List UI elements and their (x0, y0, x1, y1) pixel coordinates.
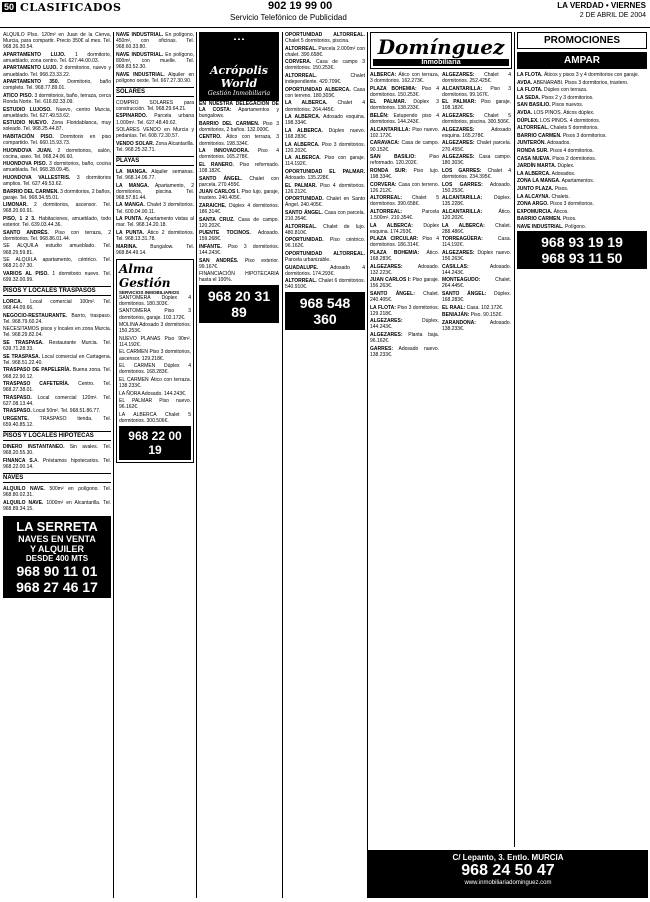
classified-ad: DÚPLEX. LOS PINOS. 4 dormitorios. (517, 117, 601, 124)
acropolis-phone: 968 20 31 89 (207, 288, 271, 321)
classified-ad: EL PALMAR Piso nuevo. 96.162€. (119, 398, 191, 411)
classified-ad: OPORTUNIDAD ALBERCA. Casa con terreno. 180.303€. (285, 86, 365, 99)
paper-name: LA VERDAD • VIERNES (557, 1, 646, 10)
classified-ad: HUONDOVA VALLESTRIS. 3 dormitorios amplios. Tel. 627.49.53.62. (3, 174, 111, 188)
classified-ad: NEGOCIO-RESTAURANTE. Barrio, traspaso. Tel. 968.79.60.24. (3, 312, 111, 325)
classified-ad: SANTO ANDRÉS. Piso con terraza, 2 dormitorios. Tel. 968.86.01.44. (3, 229, 111, 242)
classified-ad: LA PUNTA. Apartamento vistas al mar. Tel. 968.14.20.18. (116, 216, 194, 229)
section-heading-solares: SOLARES (116, 87, 194, 97)
column-divider (196, 32, 197, 898)
classified-ad: SANTA CRUZ. Casa de campo. 120.202€. (199, 216, 279, 229)
section-heading-naves: NAVES (3, 473, 111, 483)
classified-ad: MOLINA Adosado 3 dormitorios. 150.253€. (119, 322, 191, 335)
acropolis-header (199, 32, 279, 101)
classified-ad: ALTORREAL. Chalet 6 dormitorios. 540.910€. (285, 278, 365, 291)
dominguez-header (370, 32, 512, 69)
ad-phone: 968 27 46 17 (16, 579, 98, 595)
classified-ad: EL PALMAR. Dúplex 3 dormitorios. 138.233€. (370, 99, 440, 112)
column-4 (285, 32, 365, 898)
classified-ad: JARDÍN MARTA. Dúplex. (517, 163, 575, 170)
classified-ad: LA ALBERCA: Dúplex esquina. 174.293€. (370, 222, 439, 235)
classified-ad: ALTORREAL: Parcela 1.500m². 210.354€. (370, 208, 439, 221)
classified-ad: ALGEZARES: Chalet 5 dormitorios, piscina. 300.506€. (442, 113, 511, 126)
column-divider (514, 32, 515, 847)
classified-ad: ALGEZARES: Dúplex. 144.243€. (370, 318, 439, 331)
classified-ad: SANTO ÁNGEL. Chalet con parcela. 270.455€. (199, 175, 279, 188)
classified-ad: LA SEDA. Pisos 2 y 3 dormitorios. (517, 94, 594, 101)
classified-ad: NAVE INDUSTRIAL. En polígono, 450m², con oficinas. Tel. 968.60.33.80. (116, 32, 194, 51)
classified-ad: HUONDOVA JUAN. 2 dormitorios, salón, cocina, aseo. Tel. 968.24.06.60. (3, 147, 111, 160)
acropolis-logo: Acrópolis World (210, 64, 268, 90)
classified-ad: ALTORREAL. Chalet independiente. 420.709€. (285, 73, 365, 86)
classified-ad: VARIOS AL PISO. 1 dormitorio nuevo. Tel. 699.32.00.99. (3, 270, 111, 283)
classified-ad: RONDA SUR: Piso lujo. 198.334€. (370, 167, 439, 180)
classified-ad: JUAN CARLOS I. Piso lujo, garaje, trastero. 240.405€. (199, 189, 279, 202)
classified-ad: ALGEZARES: Adosado. 132.223€. (370, 263, 439, 276)
ad-line: Y ALQUILER (29, 544, 84, 554)
classified-ad: LA FLOTA. Áticos y pisos 3 y 4 dormitorios con garaje. (517, 72, 639, 78)
classified-ad: LA PUNTA. Ático 2 dormitorios. Tel. 968.13.31.78. (116, 229, 194, 242)
column-5 (370, 32, 512, 847)
classified-ad: BENIAJÁN: Piso. 90.152€. (442, 312, 503, 319)
classified-ad: APARTAMENTO LUJO. 2 dormitorios, nuevo y amueblado. Tel. 968.23.33.22. (3, 65, 111, 78)
column-1 (3, 32, 111, 898)
ad-phone: 968 90 11 01 (16, 563, 98, 579)
acropolis-sub: Gestión Inmobiliaria (207, 90, 271, 97)
classified-ad: ZONA LA MANGA. Apartamentos. (517, 178, 595, 185)
classified-ad: LA ALBERCA. Piso con garaje. 114.192€. (285, 155, 365, 168)
classified-ad: ALCANTARILLA: Piso 3 dormitorios. 99.167€. (442, 85, 511, 98)
classified-ad: LA ÑORA Adosado. 144.243€. (119, 390, 187, 397)
classified-ad: ZARAICHE. Dúplex 4 dormitorios. 186.314€. (199, 202, 279, 215)
classified-ad: PLAZA BOHEMIA: Ático. 168.283€. (370, 249, 439, 263)
section-title: CLASIFICADOS (20, 1, 122, 14)
promo-title: PROMOCIONES (517, 32, 647, 49)
classified-ad: ALCANTARILLA: Ático. 120.202€. (442, 208, 511, 221)
classified-ad: ALGEZARES: Casa campo. 180.303€. (442, 154, 511, 167)
column-2 (116, 32, 194, 898)
classified-ad: LA INNOVADORA. Piso 4 dormitorios. 165.278€. (199, 148, 279, 161)
classified-ad: BELÉN: Estupendo piso 4 dormitorios. 144.243€. (370, 113, 439, 126)
classified-ad: SAN ANDRÉS. Piso exterior. 99.167€. (199, 257, 279, 270)
classified-ad: EL PALMAR. Piso 4 dormitorios. 126.212€. (285, 182, 365, 195)
classified-ad: LOS GARRES: Adosado. 150.253€. (442, 181, 511, 194)
classified-ad: CARAVACA: Casa de campo. 90.152€. (370, 140, 439, 153)
classified-ad: OPORTUNIDAD. Piso céntrico. 96.162€. (285, 237, 365, 250)
classified-ad: LA ALCAYNA. Chalets. (517, 193, 570, 200)
classified-ad: EL CARMEN Ático con terraza. 138.233€. (119, 376, 191, 389)
classified-ad: MARINA. Bungalow. Tel. 968.84.49.14. (116, 243, 194, 256)
classified-ad: LA ALBERCA: Chalet. 288.486€. (442, 222, 511, 235)
classified-ad: MONTEAGUDO: Chalet. 264.445€. (442, 277, 511, 290)
classified-ad: ALQUILO NAVE. 1000m² en Alcantarilla. Tel. 968.89.34.15. (3, 499, 111, 512)
classified-ad: EL RANERO. Piso reformado. 108.182€. (199, 161, 279, 174)
section-heading-hipotecas: PISOS Y LOCALES HIPOTECAS (3, 431, 111, 441)
classified-ad: BARRIO DEL CARMEN. Piso 3 dormitorios, 2 baños. 132.000€. (199, 120, 279, 133)
classified-ad: ATICO PISO. 3 dormitorios, baño, terraza, cerca Ronda Norte. Tel. 616.82.33.09. (3, 92, 111, 105)
classified-ad: JUAN CARLOS I: Piso garaje. 156.263€. (370, 277, 440, 290)
classified-ad: URGENTE. TRASPASO tienda. Tel. 659.40.85.12. (3, 416, 111, 429)
page-header (0, 0, 650, 30)
agency-sub: SERVICIOS INMOBILIARIOS (119, 289, 180, 295)
ampar-phone-box (517, 231, 647, 269)
classified-ad: OPORTUNIDAD. Chalet en Santo Ángel. 240.405€. (285, 196, 365, 209)
service-label: Servicio Telefónico de Publicidad (230, 13, 347, 22)
classified-ad: SE ALQUILA estudio amueblado. Tel. 968.29.59.81. (3, 243, 111, 256)
classified-ad: LA FLOTA: Piso 3 dormitorios. 129.218€. (370, 304, 439, 317)
classified-ad: VENDO SOLAR. Zona Alcantarilla. Tel. 968.25.32.71. (116, 140, 194, 153)
agency-phone-box (119, 426, 191, 460)
classified-ad: FINANCA S.A. Préstamos hipotecarios. Tel. 968.22.00.14. (3, 457, 111, 471)
classified-ad: TORREAGÜERA: Casa. 114.192€. (442, 236, 511, 249)
classified-ad: NUEVO PLANAS Piso 90m². 114.192€. (119, 335, 191, 348)
classified-ad: EN NUESTRA DELEGACIÓN DE LA COSTA: Apartamentos y bungalows. (199, 101, 279, 120)
footer-phone: 968 24 50 47 (461, 862, 555, 879)
classified-ad: PISO, 1 2 3. Habitaciones, amueblado, todo exterior. Tel. 639.03.44.36. (3, 216, 111, 229)
classified-ad: SANTO ÁNGEL: Dúplex. 168.283€. (442, 291, 511, 304)
classified-ad: AVDA. ABENARABI. Pisos 3 dormitorios, trastero. (517, 79, 629, 86)
classified-ad: EL PALMAR: Piso garaje. 108.182€. (442, 99, 511, 112)
classified-ad: ALGEZARES: Chalet 4 dormitorios. 252.425€. (442, 72, 511, 85)
classified-ad: SANTO ÁNGEL: Chalet. 240.405€. (370, 291, 440, 304)
classified-ad: ALQUILO PIso. 120m² en Juan de la Cierva, Murcia, para compartir. Precio 350€ al mes. Tel. 968.26.30.54. (3, 32, 111, 51)
classified-ad: ALCANTARILLA: Piso nuevo. 102.172€. (370, 126, 439, 139)
col4-phone: 968 548 360 (299, 295, 351, 328)
footer-address: C/ Lepanto, 3. Entlo. MURCIA (452, 853, 564, 862)
ad-line: NAVES EN VENTA (18, 534, 96, 544)
classified-ad: EL RAAL: Casa. 102.172€. (442, 304, 504, 311)
classified-ad: LA ALBERCA. Chalet 4 dormitorios. 264.445€. (285, 100, 365, 113)
classified-ad: HABITACIÓN PISO. Dormitorio en piso compartido. Tel. 660.15.93.73. (3, 133, 111, 146)
footer-web[interactable]: www.inmobiliariadominguez.com (464, 880, 552, 886)
classified-ad: INFANTE. Piso 3 dormitorios. 144.243€. (199, 243, 279, 257)
classified-ad: ESPINARDO. Parcela urbana 1.000m². Tel. 627.48.49.62. (116, 113, 194, 126)
classified-ad: JUNTERÓN. Adosados. (517, 140, 571, 147)
classified-ad: ESTUDIO LUJOSO. Nuevo, centro Murcia, amueblado. Tel. 627.49.53.62. (3, 106, 111, 119)
classified-ad: PLAZA CIRCULAR: Piso 4 dormitorios. 186.314€. (370, 236, 439, 249)
classified-ad: ESTUDIO NUEVO. Zona Floridablanca, muy soleado. Tel. 968.25.44.87. (3, 120, 111, 133)
classified-ad: SAN BASILIO. Pisos nuevos. (517, 102, 584, 109)
ampar-phone: 968 93 19 19 (541, 234, 623, 251)
classified-ad: PUENTE TOCINOS. Adosado. 159.268€. (199, 230, 279, 243)
classified-ad: SE TRASPASA. Local comercial en Cartagena. Tel. 968.51.22.40. (3, 353, 111, 366)
classified-ad: NAVE INDUSTRIAL. Polígono. (517, 223, 587, 230)
building-icon: ▲▲▲ (233, 36, 245, 41)
classified-ad: ZARANDONA: Adosado. 138.233€. (442, 319, 511, 332)
classified-ad: TRASPASO. Local 50m². Tel. 968.51.86.77. (3, 408, 101, 415)
classified-ad: DINERO INSTANTANEO. Sin avales. Tel. 968.20.55.30. (3, 444, 111, 457)
section-heading-playas: PLAYAS (116, 156, 194, 166)
classified-ad: GARRES: Adosado nuevo. 138.233€. (370, 345, 439, 358)
classified-ad: LA ALBERCA. Adosado esquina. 198.334€. (285, 114, 365, 127)
classified-ad: LA ALBERCA. Piso 3 dormitorios. 120.202€. (285, 141, 365, 154)
column-divider (367, 32, 368, 898)
classified-ad: ALTORREAL. Chalet de lujo. 480.810€. (285, 223, 365, 236)
classified-ad: NAVE INDUSTRIAL. Alquiler en polígono oeste. Tel. 667.27.30.90. (116, 71, 194, 84)
classified-ad: NECESITAMOS pisos y locales en zona Murcia. Tel. 968.29.82.04. (3, 326, 111, 339)
classified-ad: BARRIO DEL CARMEN. 3 dormitorios, 2 baños, garaje. Tel. 968.34.55.01. (3, 188, 111, 201)
classified-ad: TRASPASO. Local comercial 120m². Tel. 627.08.13.44. (3, 394, 111, 407)
classified-ad: ALGEZARES: Chalet parcela. 270.455€. (442, 140, 511, 153)
classified-ad: HUONDOVA PISO. 3 dormitorios, baño, cocina amueblada. Tel. 968.28.09.45. (3, 161, 111, 174)
classified-ad: ALGEZARES: Adosado esquina. 165.278€. (442, 126, 511, 139)
classified-ad: OPORTUNIDAD ALTORREAL. Chalet 5 dormitorios, piscina. (285, 32, 365, 45)
classified-ad: TRASPASO DE PAPELERÍA. Buena zona. Tel. 968.22.90.12. (3, 367, 111, 380)
ampar-phone: 968 93 11 50 (541, 250, 623, 267)
classified-ad: JUNTO PLAZA. Pisos. (517, 185, 569, 192)
classified-ad: CORVERA. Casa de campo 3 dormitorios. 150.253€. (285, 59, 365, 72)
classified-ad: BARRIO CARMEN. Pisos. (517, 216, 577, 223)
issue-date: 2 DE ABRIL DE 2004 (579, 12, 646, 19)
classified-ad: LA ALBERCA Chalet 5 dormitorios. 300.506€. (119, 411, 191, 424)
classified-ad: PLAZA BOHEMIA: Piso 4 dormitorios. 150.253€. (370, 85, 439, 98)
dominguez-logo: Domínguez (377, 35, 505, 59)
classified-ad: EL CARMEN Piso 3 dormitorios, ascensor. 129.218€. (119, 349, 191, 362)
classified-ad: APARTAMENTO 350. Dormitorio, baño completo. Tel. 968.77.89.01. (3, 79, 111, 92)
classified-ad: CASA NUEVA. Pisos 2 dormitorios. (517, 155, 597, 162)
classified-ad: NAVE INDUSTRIAL. En polígono, 800m², con muelle. Tel. 968.83.52.30. (116, 51, 194, 70)
classified-ad: ZONA ARGO. Pisos 3 dormitorios. (517, 201, 594, 208)
classified-ad: GUADALUPE. Adosado 4 dormitorios. 174.293€. (285, 264, 365, 277)
classified-ad: LA MANGA. Apartamento, 2 dormitorios, piscina. Tel. 968.57.81.44. (116, 182, 194, 201)
classified-ad: CENTRO. Ático con terraza, 3 dormitorios. 198.334€. (199, 134, 279, 147)
classified-ad: SANTOMERA Piso 3 dormitorios, garaje. 102.172€. (119, 308, 191, 321)
classified-ad: BARRIO CARMEN. Pisos 3 dormitorios. (517, 132, 607, 139)
classified-ad: RONDA SUR. Pisos 4 dormitorios. (517, 147, 594, 154)
classified-ad: FINANCIACIÓN HIPOTECARIA hasta el 100%. (199, 271, 279, 284)
classified-ad: OPORTUNIDAD EL PALMAR. Adosado. 135.228€. (285, 168, 365, 181)
ad-title: LA SERRETA (16, 519, 98, 534)
service-phone: 902 19 99 00 (268, 0, 333, 12)
classified-ad: SAN BASILIO: Piso reformado. 120.202€. (370, 154, 439, 167)
dominguez-footer (368, 850, 648, 898)
classified-ad: OPORTUNIDAD ALTORREAL. Parcela urbanizable. (285, 251, 365, 264)
classified-ad: LA FLOTA. Dúplex con terraza. (517, 87, 588, 94)
classified-ad: ALGEZARES: Planta baja. 96.162€. (370, 332, 439, 345)
classified-ad: AVDA. LOS PINOS. Áticos dúplex. (517, 109, 595, 116)
agency-phone: 968 22 00 19 (128, 428, 182, 457)
col4-phone-box (285, 292, 365, 330)
classified-ad: ALGEZARES: Dúplex nuevo. 156.263€. (442, 249, 511, 263)
promo-subtitle: AMPAR (517, 52, 647, 69)
column-divider (113, 32, 114, 898)
classified-ad: CASILLAS: Adosado. 144.243€. (442, 263, 511, 276)
classified-ad: EL CARMEN Dúplex 4 dormitorios. 168.283€. (119, 363, 191, 376)
dominguez-sub: Inmobiliaria (373, 59, 509, 66)
classified-ad: COMPRO SOLARES para construcción. Tel. 968.29.64.21. (116, 99, 194, 112)
classified-ad: LORCA. Local comercial 100m². Tel. 968.44.09.66. (3, 298, 111, 312)
classified-ad: LA MANGA. Chalet 3 dormitorios. Tel. 600.04.90.11. (116, 202, 194, 215)
acropolis-phone-box (199, 285, 279, 323)
classified-ad: LIMONAR. 2 dormitorios, ascensor. Tel. 968.20.60.91. (3, 202, 111, 215)
classified-ad: ALTORREAL: Chalet 5 dormitorios. 390.658€. (370, 195, 439, 208)
classified-ad: EXPOMURCIA. Áticos. (517, 208, 569, 215)
section-heading-locales: PISOS Y LOCALES TRASPASOS (3, 286, 111, 296)
classified-ad: SANTO ÁNGEL. Casa con parcela. 210.354€. (285, 209, 365, 223)
classified-ad: ALTORREAL. Chalets 5 dormitorios. (517, 125, 599, 132)
header-rule (0, 27, 650, 28)
la-serreta-ad (3, 516, 111, 598)
column-6 (517, 32, 647, 847)
classified-ad: LA MANGA. Alquiler semanas. Tel. 968.14.06.77. (116, 169, 194, 182)
agency-logo: Alma Gestión (119, 261, 171, 290)
ad-line: DESDE 400 MTS (25, 554, 89, 563)
classified-ad: LA ALBERCA. Dúplex nuevo. 168.283€. (285, 127, 365, 140)
alma-gestion-ad (116, 259, 194, 463)
classified-ad: TRASPASO CAFETERÍA. Centro. Tel. 968.27.38.01. (3, 381, 111, 394)
column-divider (282, 32, 283, 898)
classified-ad: CORVERA: Casa con terreno. 126.212€. (370, 181, 439, 194)
classified-ad: APARTAMENTO LUJO. 1 dormitorio, amueblado, zona centro. Tel. 627.44.00.03. (3, 51, 111, 64)
classified-ad: SE ALQUILA apartamento, céntrico. Tel. 968.21.07.30. (3, 257, 111, 270)
column-3 (199, 32, 279, 898)
classified-ad: ALBERCA: Ático con terraza, 3 dormitorios. 162.273€. (370, 72, 439, 85)
classified-ad: SOLARES VENDO en Murcia y pedanías. Tel. 608.72.30.57. (116, 127, 194, 140)
classified-ad: ALTORREAL. Parcela 2.000m² con chalet. 390.658€. (285, 45, 365, 58)
classified-ad: SANTOMERA Dúplex 4 dormitorios. 180.303€. (119, 294, 191, 307)
classified-ad: LOS GARRES: Chalet 4 dormitorios. 234.395€. (442, 167, 511, 180)
classified-ad: ALQUILO NAVE. 500m² en polígono. Tel. 968.80.02.31. (3, 486, 111, 499)
page-number: 50 (4, 2, 15, 12)
classified-ad: SE TRASPASA. Restaurante Murcia. Tel. 639.71.28.33. (3, 340, 111, 353)
classified-ad: ALCANTARILLA: Dúplex. 135.228€. (442, 195, 511, 208)
classified-ad: LA ALBERCA. Adosados. (517, 170, 576, 177)
